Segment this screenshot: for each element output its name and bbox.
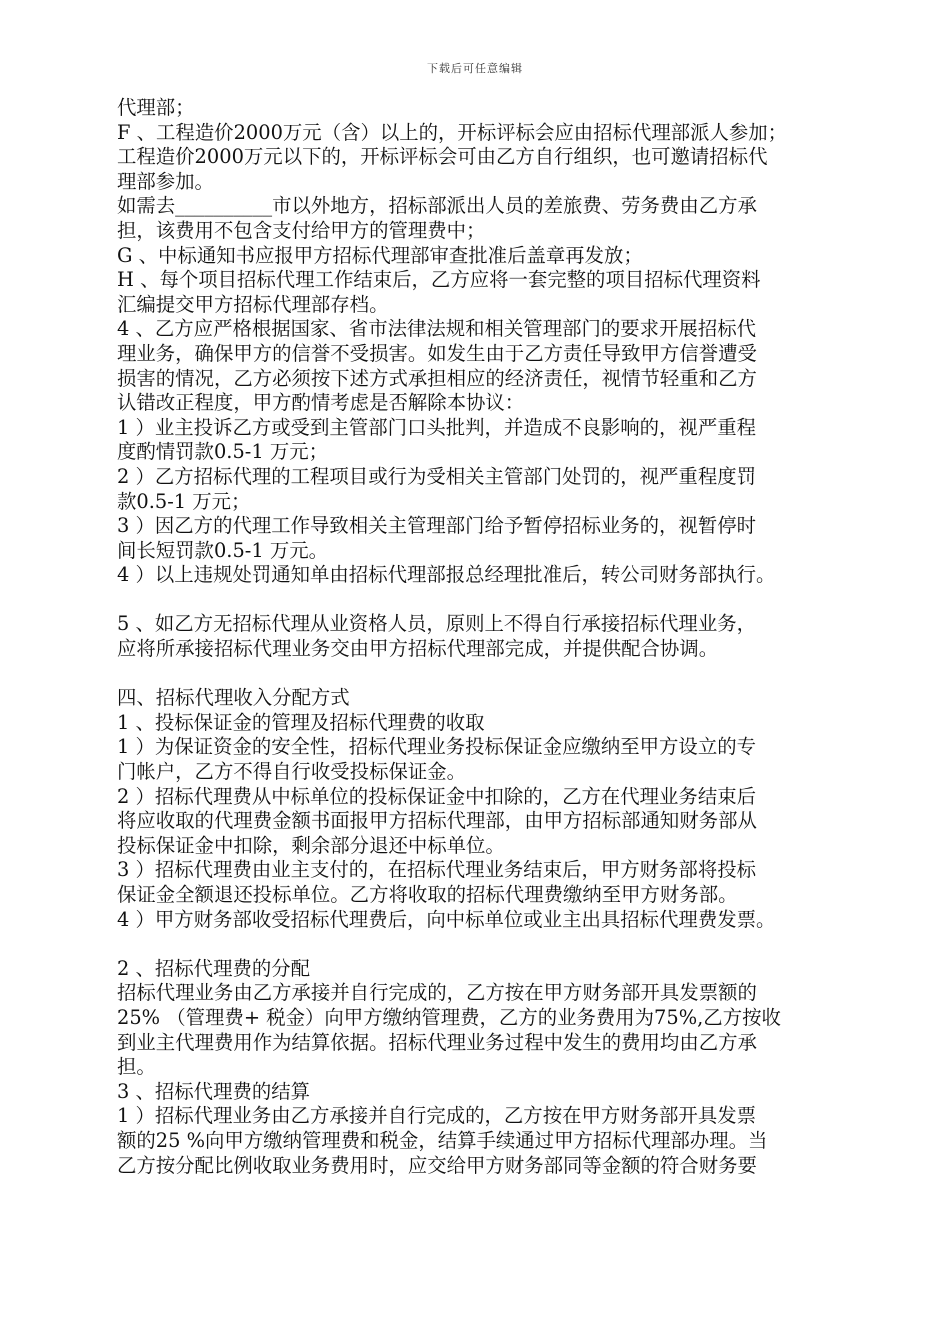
text-line: 损害的情况，乙方必须按下述方式承担相应的经济责任，视情节轻重和乙方 xyxy=(117,366,757,390)
blank-line xyxy=(117,588,872,613)
text-line: 25% （管理费+ 税金）向甲方缴纳管理费，乙方的业务费用为75%,乙方按收 xyxy=(117,1005,781,1029)
text-line: G 、中标通知书应报甲方招标代理部审查批准后盖章再发放； xyxy=(117,243,643,267)
text-line: 理业务，确保甲方的信誉不受损害。如发生由于乙方责任导致甲方信誉遭受 xyxy=(117,341,757,365)
text-line: 到业主代理费用作为结算依据。招标代理业务过程中发生的费用均由乙方承 xyxy=(117,1030,757,1054)
text-line: 4 ）甲方财务部收受招标代理费后，向中标单位或业主出具招标代理费发票。 xyxy=(117,907,776,931)
text-line: 1 、投标保证金的管理及招标代理费的收取 xyxy=(117,710,485,734)
text-line: 度酌情罚款0.5-1 万元； xyxy=(117,440,329,464)
text-line: 招标代理业务由乙方承接并自行完成的，乙方按在甲方财务部开具发票额的 xyxy=(117,981,757,1005)
text-line: 1 ）招标代理业务由乙方承接并自行完成的，乙方按在甲方财务部开具发票 xyxy=(117,1104,756,1128)
text-line: 应将所承接招标代理业务交由甲方招标代理部完成，并提供配合协调。 xyxy=(117,637,719,661)
blank-line xyxy=(117,662,872,687)
blank-line xyxy=(117,932,872,957)
text-line: H 、每个项目招标代理工作结束后，乙方应将一套完整的项目招标代理资料 xyxy=(117,268,761,292)
page-header: 下载后可任意编辑 xyxy=(427,62,523,75)
text-line: 5 、如乙方无招标代理从业资格人员，原则上不得自行承接招标代理业务， xyxy=(117,612,756,636)
text-line: 2 、招标代理费的分配 xyxy=(117,956,311,980)
text-line: 担。 xyxy=(117,1055,156,1079)
text-line: 2 ）招标代理费从中标单位的投标保证金中扣除的，乙方在代理业务结束后 xyxy=(117,784,756,808)
text-line: 理部参加。 xyxy=(117,169,214,193)
text-line: 担，该费用不包含支付给甲方的管理费中； xyxy=(117,218,486,242)
text-line: 间长短罚款0.5-1 万元。 xyxy=(117,538,329,562)
text-line: F 、工程造价2000万元（含）以上的，开标评标会应由招标代理部派人参加； xyxy=(117,120,788,144)
text-line: 认错改正程度，甲方酌情考虑是否解除本协议： xyxy=(117,391,525,415)
text-line: 额的25 %向甲方缴纳管理费和税金，结算手续通过甲方招标代理部办理。当 xyxy=(117,1128,768,1152)
text-line: 门帐户，乙方不得自行收受投标保证金。 xyxy=(117,760,467,784)
text-line: 汇编提交甲方招标代理部存档。 xyxy=(117,292,389,316)
text-line: 乙方按分配比例收取业务费用时，应交给甲方财务部同等金额的符合财务要 xyxy=(117,1153,757,1177)
text-line: 1 ）为保证资金的安全性，招标代理业务投标保证金应缴纳至甲方设立的专 xyxy=(117,735,756,759)
text-line: 3 ）因乙方的代理工作导致相关主管理部门给予暂停招标业务的，视暂停时 xyxy=(117,514,756,538)
text-line: 4 ）以上违规处罚通知单由招标代理部报总经理批准后，转公司财务部执行。 xyxy=(117,563,776,587)
text-line: 代理部； xyxy=(117,96,195,119)
text-line: 3 ）招标代理费由业主支付的，在招标代理业务结束后，甲方财务部将投标 xyxy=(117,858,756,882)
text-line: 工程造价2000万元以下的，开标评标会可由乙方自行组织，也可邀请招标代 xyxy=(117,145,768,169)
text-line: 款0.5-1 万元； xyxy=(117,489,251,513)
text-line: 四、招标代理收入分配方式 xyxy=(117,686,350,710)
text-line: 3 、招标代理费的结算 xyxy=(117,1079,311,1103)
text-line: 4 、乙方应严格根据国家、省市法律法规和相关管理部门的要求开展招标代 xyxy=(117,317,756,341)
document-body xyxy=(117,96,872,1178)
text-line: 保证金全额退还投标单位。乙方将收取的招标代理费缴纳至甲方财务部。 xyxy=(117,883,738,906)
text-line: 投标保证金中扣除，剩余部分退还中标单位。 xyxy=(117,833,505,857)
text-line: 2 ）乙方招标代理的工程项目或行为受相关主管部门处罚的，视严重程度罚 xyxy=(117,464,756,488)
text-line: 如需去__________市以外地方，招标部派出人员的差旅费、劳务费由乙方承 xyxy=(117,194,757,218)
text-line: 将应收取的代理费金额书面报甲方招标代理部，由甲方招标部通知财务部从 xyxy=(117,809,757,833)
text-line: 1 ）业主投诉乙方或受到主管部门口头批判，并造成不良影响的，视严重程 xyxy=(117,415,756,439)
